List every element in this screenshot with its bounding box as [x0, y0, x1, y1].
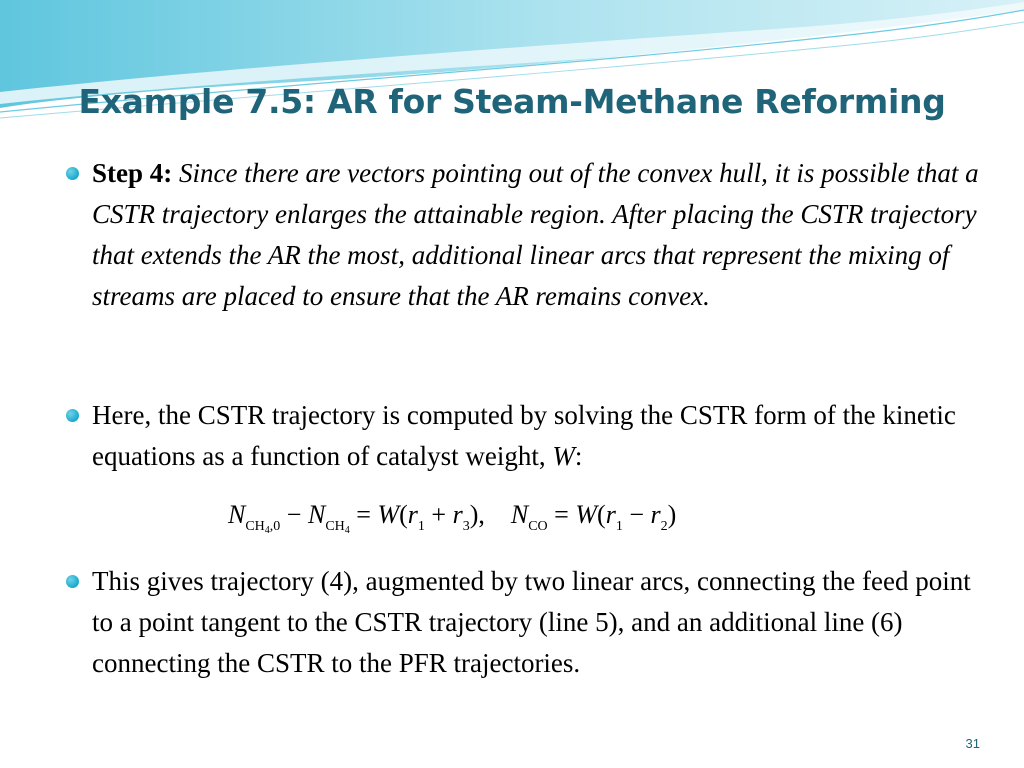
bullet-dot-icon	[66, 409, 79, 422]
slide-title: Example 7.5: AR for Steam-Methane Reforming	[78, 82, 946, 121]
step-text: Since there are vectors pointing out of the convex hull, it is possible that a CSTR trajectory enlarges the attainable region. After placing the CSTR trajectory that extends the AR the most, additional linear arcs that represent the mixing of streams are placed to ensure that the AR remains convex.	[92, 158, 979, 311]
bullet-step-4	[92, 153, 992, 317]
bullet-trajectory-4	[92, 561, 992, 684]
cstr-equation: $N_{CH_4,0} - N_{CH_4} = W(r_1 + r_3)$, $N_{CO} = W(r_1 - r_2)$	[228, 500, 677, 536]
bullet-dot-icon	[66, 575, 79, 588]
page-number: 31	[965, 736, 980, 751]
catalyst-weight-variable: W	[552, 441, 575, 471]
bullet-dot-icon	[66, 167, 79, 180]
bullet-text: Here, the CSTR trajectory is computed by solving the CSTR form of the kinetic equations as a function of catalyst weight,	[92, 400, 956, 471]
bullet-cstr-trajectory	[92, 395, 992, 477]
bullet-text-end: :	[574, 441, 583, 471]
bullet-text: This gives trajectory (4), augmented by two linear arcs, connecting the feed point to a point tangent to the CSTR trajectory (line 5), and an additional line (6) connecting the CSTR to the PFR trajectories.	[92, 566, 971, 678]
step-label: Step 4:	[92, 158, 173, 188]
